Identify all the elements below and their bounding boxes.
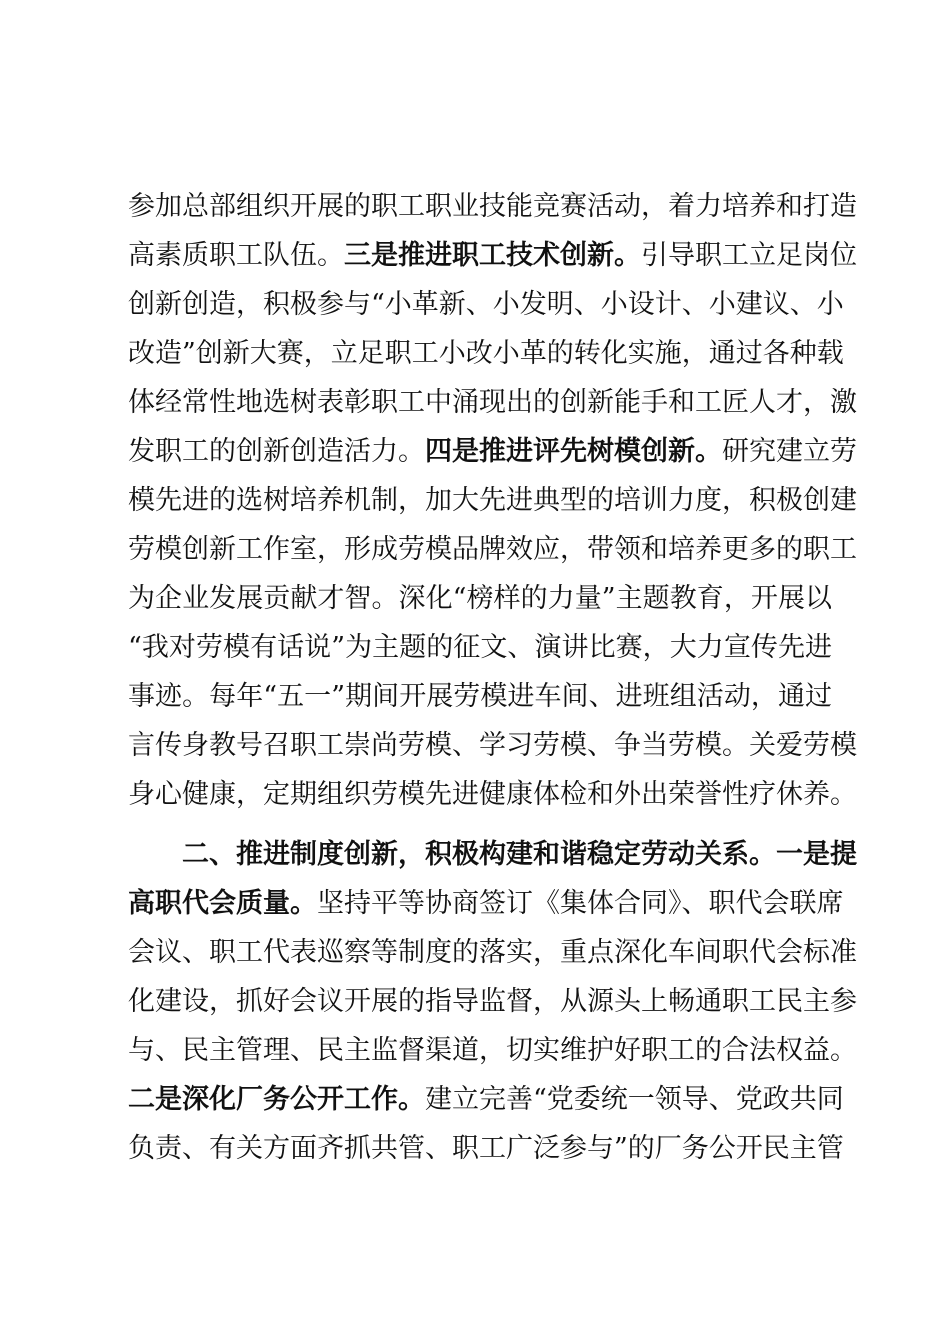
text-run: 研究建立劳 [722,436,857,467]
text-run: 体经常性地选树表彰职工中涌现出的创新能手和工匠人才，激 [128,387,857,418]
text-line [128,232,857,280]
text-run: 发职工的创新创造活力。 [128,436,425,467]
text-line [128,330,844,378]
text-run: 负责、有关方面齐抓共管、职工广泛参与”的厂务公开民主管 [128,1133,844,1164]
text-run: 劳模创新工作室，形成劳模品牌效应，带领和培养更多的职工 [128,534,857,565]
bold-heading-run: 三是推进职工技术创新。 [344,240,641,271]
text-line [128,575,832,623]
bold-heading-run: 二是深化厂务公开工作。 [128,1084,425,1115]
text-line [128,1027,857,1075]
text-run: 参加总部组织开展的职工职业技能竞赛活动，着力培养和打造 [128,191,857,222]
text-run: 身心健康，定期组织劳模先进健康体检和外出荣誉性疗休养。 [128,779,857,810]
text-run: “我对劳模有话说”为主题的征文、演讲比赛，大力宣传先进 [128,632,832,663]
text-line [128,1076,844,1124]
text-line [128,771,857,819]
text-line [128,673,832,721]
text-line [128,880,844,928]
text-run: 与、民主管理、民主监督渠道，切实维护好职工的合法权益。 [128,1035,857,1066]
text-run: 言传身教号召职工崇尚劳模、学习劳模、争当劳模。关爱劳模 [128,730,857,761]
text-run: 会议、职工代表巡察等制度的落实，重点深化车间职代会标准 [128,937,857,968]
text-line [128,929,857,977]
bold-heading-run: 二、推进制度创新，积极构建和谐稳定劳动关系。一是提 [182,839,857,870]
text-run: 模先进的选树培养机制，加大先进典型的培训力度，积极创建 [128,485,857,516]
text-line [128,183,857,231]
text-line [128,477,857,525]
text-run: 坚持平等协商签订《集体合同》、职代会联席 [317,888,844,919]
text-line [128,722,857,770]
text-line [128,379,857,427]
text-line [128,428,857,476]
text-line [128,1125,844,1173]
text-run: 建立完善“党委统一领导、党政共同 [425,1084,844,1115]
section-heading-line [182,831,857,879]
bold-heading-run: 四是推进评先树模创新。 [425,436,722,467]
text-line [128,624,832,672]
text-run: 化建设，抓好会议开展的指导监督，从源头上畅通职工民主参 [128,986,857,1017]
text-run: 创新创造，积极参与“小革新、小发明、小设计、小建议、小 [128,289,844,320]
text-run: 引导职工立足岗位 [641,240,857,271]
text-line [128,978,857,1026]
bold-heading-run: 高职代会质量。 [128,888,317,919]
text-run: 高素质职工队伍。 [128,240,344,271]
text-run: 事迹。每年“五一”期间开展劳模进车间、进班组活动，通过 [128,681,832,712]
text-line [128,281,844,329]
text-run: 改造”创新大赛，立足职工小改小革的转化实施，通过各种载 [128,338,844,369]
text-run: 为企业发展贡献才智。深化“榜样的力量”主题教育，开展以 [128,583,832,614]
text-line [128,526,857,574]
